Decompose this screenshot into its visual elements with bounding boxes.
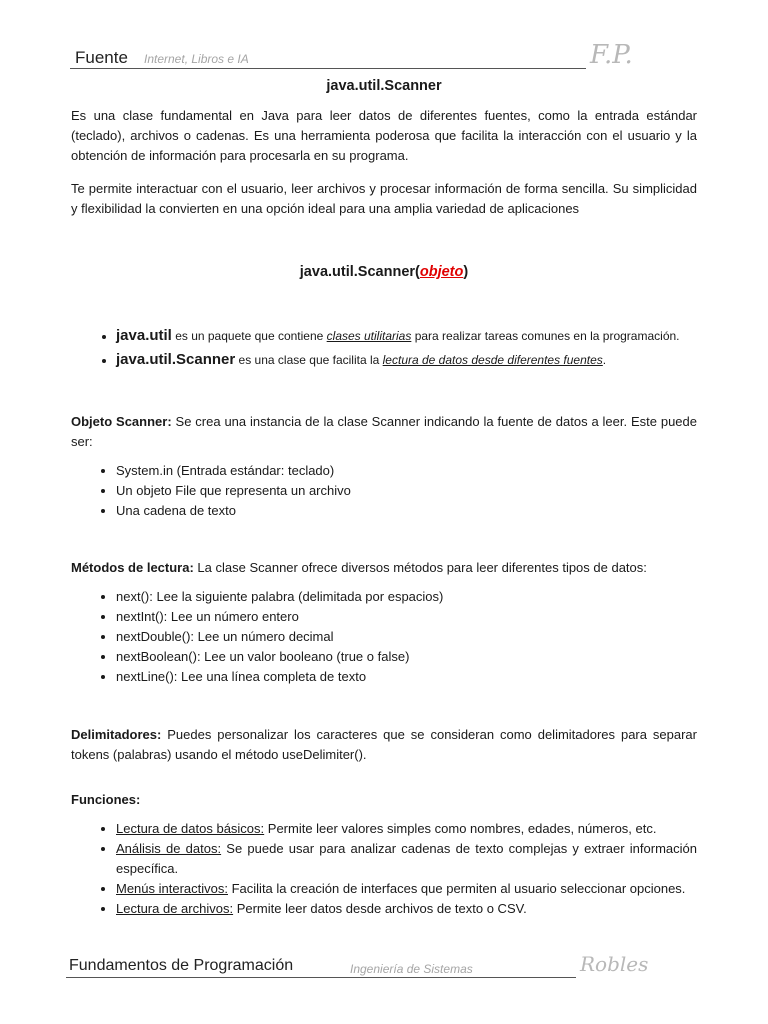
metodos-list	[71, 587, 697, 687]
package-list	[71, 324, 697, 372]
list-item: • nextLine(): Lee una línea completa de texto	[116, 667, 697, 687]
list-item: • nextInt(): Lee un número entero	[116, 607, 697, 627]
metodos-paragraph: Métodos de lectura: La clase Scanner ofrece diversos métodos para leer diferentes tipos de datos:	[71, 560, 647, 575]
delimitadores-label: Delimitadores:	[71, 727, 162, 742]
list-item: • Análisis de datos: Se puede usar para analizar cadenas de texto complejas y extraer información específica.	[116, 839, 697, 879]
list-item: • java.util.Scanner es una clase que facilita la lectura de datos desde diferentes fuentes.	[116, 348, 697, 372]
function-name: Lectura de datos básicos:	[116, 821, 265, 836]
list-item: • Una cadena de texto	[116, 501, 697, 521]
list-item: • nextBoolean(): Lee un valor booleano (true o false)	[116, 647, 697, 667]
package-link: clases utilitarias	[326, 329, 412, 343]
function-name: Menús interactivos:	[116, 881, 228, 896]
list-item: • Lectura de datos básicos: Permite leer valores simples como nombres, edades, números, etc.	[116, 819, 697, 839]
metodos-label: Métodos de lectura:	[71, 560, 194, 575]
doc-title: java.util.Scanner	[326, 78, 442, 94]
list-item: • java.util es un paquete que contiene clases utilitarias para realizar tareas comunes en la programación.	[116, 324, 697, 348]
subtitle-highlight: objeto	[419, 264, 464, 280]
funciones-list	[71, 819, 697, 919]
package-key: java.util	[116, 327, 172, 344]
subtitle-suffix: )	[463, 264, 469, 280]
footer-title: Fundamentos de Programación	[69, 957, 294, 974]
objeto-paragraph: Objeto Scanner: Se crea una instancia de la clase Scanner indicando la fuente de datos a leer. Este puede ser:	[71, 414, 697, 449]
list-item: • Un objeto File que representa un archivo	[116, 481, 697, 501]
objeto-list	[71, 461, 697, 521]
list-item: • Lectura de archivos: Permite leer datos desde archivos de texto o CSV.	[116, 899, 697, 919]
intro-paragraph-1: Es una clase fundamental en Java para leer datos de diferentes fuentes, como la entrada estándar (teclado), archivos o cadenas. Es una herramienta poderosa que facilita la interacción con el usuario y la obtención de información para procesarla en su programa.	[71, 108, 697, 163]
function-name: Lectura de archivos:	[116, 901, 234, 916]
delimitadores-paragraph: Delimitadores: Puedes personalizar los caracteres que se consideran como delimitadores para separar tokens (palabras) usando el método useDelimiter().	[71, 727, 697, 762]
page-header	[70, 46, 586, 69]
subtitle-prefix: java.util.Scanner(	[299, 264, 420, 280]
list-item: • next(): Lee la siguiente palabra (delimitada por espacios)	[116, 587, 697, 607]
objeto-label: Objeto Scanner:	[71, 414, 172, 429]
header-signature: F.P.	[590, 40, 633, 70]
list-item: • System.in (Entrada estándar: teclado)	[116, 461, 697, 481]
document-body	[71, 76, 697, 919]
footer-signature: Robles	[580, 952, 649, 976]
doc-subtitle	[71, 262, 697, 282]
list-item: • nextDouble(): Lee un número decimal	[116, 627, 697, 647]
page-footer	[66, 957, 576, 978]
intro-paragraph-2: Te permite interactuar con el usuario, leer archivos y procesar información de forma sencilla. Su simplicidad y flexibilidad la convierten en una opción ideal para una amplia variedad de aplicaciones	[71, 181, 697, 216]
list-item: • Menús interactivos: Facilita la creación de interfaces que permiten al usuario seleccionar opciones.	[116, 879, 697, 899]
header-title: Fuente	[75, 48, 128, 67]
funciones-label: Funciones:	[71, 792, 141, 807]
package-link: lectura de datos desde diferentes fuentes	[382, 353, 603, 367]
function-name: Análisis de datos:	[116, 841, 222, 856]
header-subtitle: Internet, Libros e IA	[144, 52, 249, 66]
package-key: java.util.Scanner	[116, 351, 236, 368]
footer-subtitle: Ingeniería de Sistemas	[350, 962, 473, 976]
